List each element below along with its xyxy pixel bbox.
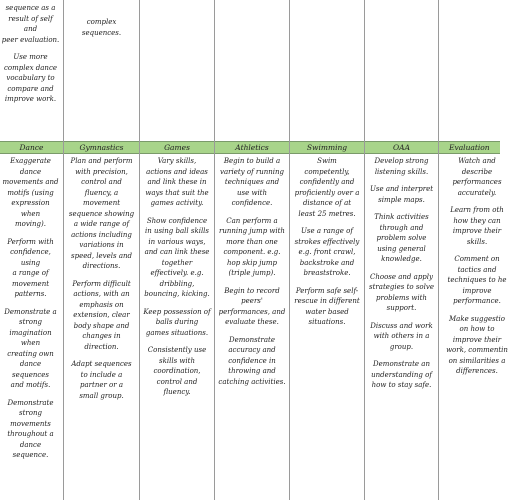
body-cell [439,154,508,500]
top-cell [290,0,364,141]
cell-text: Demonstrate a strong imagination when creating own dance sequences and motifs. [4,307,57,389]
cell-text: Consistently use skills with coordination, control and fluency. [147,346,207,396]
top-text: Use more complex dance vocabulary to compare and improve work. [3,53,58,103]
cell-text: Can perform a running jump with more than one component. e.g. hop skip jump (triple jump). [219,216,285,277]
top-cell [140,0,214,141]
column-evaluation [438,0,508,500]
column-oaa [364,0,438,500]
header-cell: OAA [365,141,438,154]
body-cell [64,154,139,500]
cell-text: Develop strong listening skills. [374,157,429,176]
header-cell: Dance [0,141,63,154]
cell-text: Discuss and work with others in a group. [370,321,433,351]
cell-text: Demonstrate accuracy and confidence in throwing and catching activities. [218,335,286,386]
cell-text: Think activities through and problem solve using general knowledge. [374,213,429,263]
cell-text: Begin to build a variety of running techniques and use with confidence. [220,157,284,207]
cell-text: Choose and apply strategies to solve problems with support. [369,272,434,312]
column-gymnastics [63,0,139,500]
cell-text: Perform difficult actions, with an emphasis on extension, clear body shape and changes in direction. [72,279,131,351]
body-cell [215,154,289,500]
top-text: sequence as a result of self and peer evaluation. [1,4,60,44]
column-athletics [214,0,289,500]
cell-text: Adapt sequences to include a partner or a small group. [71,360,132,400]
top-cell [0,0,63,141]
cell-text: Demonstrate an understanding of how to stay safe. [371,360,432,389]
body-cell [140,154,214,500]
cell-text: Demonstrate strong movements throughout a dance sequence. [7,398,54,459]
cell-text: Begin to record peers' performances, and evaluate these. [218,286,286,326]
body-cell [0,154,63,500]
cell-text: Perform safe self- rescue in different water based situations. [294,286,360,326]
cell-text: Keep possession of balls during games situations. [143,307,211,337]
cell-text: Vary skills, actions and ideas and link these in ways that suit the games activity. [145,157,209,207]
header-cell: Gymnastics [64,141,139,154]
top-cell [215,0,289,141]
body-cell [290,154,364,500]
cell-text: Learn from oth how they can improve their skills. [450,206,504,246]
cell-text: Make suggestio on how to improve their work, commentin on similarities a differences. [446,314,508,375]
top-cell [64,0,139,141]
cell-text: Comment on tactics and techniques to he improve performance. [447,255,507,305]
column-swimming [289,0,364,500]
cell-text: Plan and perform with precision, control and fluency, a movement sequence showing a wide range of actions including variations in speed, levels and directions. [68,157,135,270]
cell-text: Watch and describe performances accurately. [452,157,502,197]
cell-text: Perform with confidence, using a range of movement patterns. [7,237,54,298]
cell-text: Use and interpret simple maps. [369,185,434,204]
top-cell [365,0,438,141]
cell-text: Exaggerate dance movements and motifs (using expression when moving). [2,157,59,228]
column-dance [0,0,63,500]
column-games [139,0,214,500]
top-cell [439,0,500,141]
body-cell [365,154,438,500]
header-cell: Games [140,141,214,154]
header-cell: Athletics [215,141,289,154]
cell-text: Show confidence in using ball skills in various ways, and can link these together effectively. e.g. dribbling, bouncing, kicking. [144,216,210,298]
header-cell: Evaluation [439,141,500,154]
top-text: complex sequences. [81,18,122,37]
header-cell: Swimming [290,141,364,154]
cell-text: Use a range of strokes effectively e.g. front crawl, backstroke and breaststroke. [294,227,360,277]
cell-text: Swim competently, confidently and proficiently over a distance of at least 25 metres. [294,157,360,218]
